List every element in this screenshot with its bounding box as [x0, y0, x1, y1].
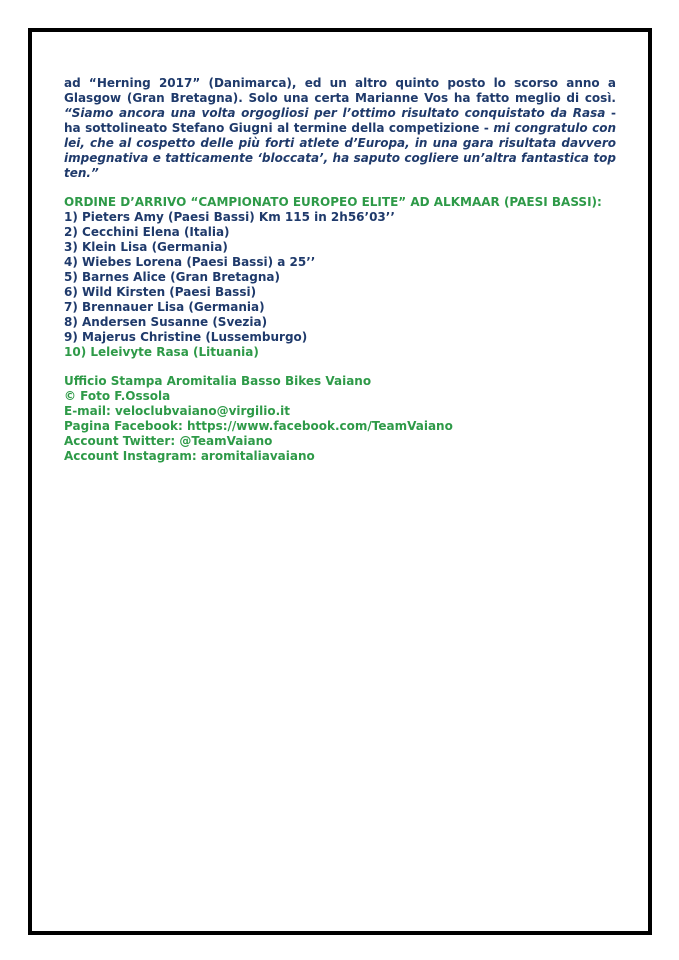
- photo-credit: © Foto F.Ossola: [64, 389, 171, 403]
- result-entry: 6) Wild Kirsten (Paesi Bassi): [64, 285, 257, 299]
- result-entry: 8) Andersen Susanne (Svezia): [64, 315, 268, 329]
- result-entry: 7) Brennauer Lisa (Germania): [64, 300, 265, 314]
- article-paragraph: [64, 76, 616, 181]
- contacts-block: [64, 374, 616, 464]
- paragraph-quote: “Siamo ancora una volta orgogliosi per l’ottimo risultato conquistato da Rasa: [64, 106, 606, 120]
- result-entry: 2) Cecchini Elena (Italia): [64, 225, 230, 239]
- facebook-line: Pagina Facebook: https://www.facebook.com/TeamVaiano: [64, 419, 453, 433]
- press-office: Ufficio Stampa Aromitalia Basso Bikes Vaiano: [64, 374, 372, 388]
- result-entry: 3) Klein Lisa (Germania): [64, 240, 228, 254]
- result-entry: 4) Wiebes Lorena (Paesi Bassi) a 25’’: [64, 255, 316, 269]
- paragraph-text: ad “Herning 2017” (Danimarca), ed un altro quinto posto lo scorso anno a Glasgow (Gran Bretagna). Solo una certa Marianne Vos ha fatto meglio di così.: [64, 76, 616, 105]
- email-line: E-mail: veloclubvaiano@virgilio.it: [64, 404, 291, 418]
- result-entry-highlighted: 10) Leleivyte Rasa (Lituania): [64, 345, 259, 359]
- paragraph-quote: mi congratulo con lei, che al cospetto delle più forti atlete d’Europa, in una gara risultata davvero impegnativa e tatticamente ‘bloccata’, ha saputo cogliere un’altra fantastica top ten.”: [64, 121, 616, 180]
- results-list: [64, 210, 616, 360]
- instagram-line: Account Instagram: aromitaliavaiano: [64, 449, 315, 463]
- twitter-line: Account Twitter: @TeamVaiano: [64, 434, 273, 448]
- result-entry: 5) Barnes Alice (Gran Bretagna): [64, 270, 280, 284]
- result-entry: 1) Pieters Amy (Paesi Bassi) Km 115 in 2h56’03’’: [64, 210, 395, 224]
- results-title: ORDINE D’ARRIVO “CAMPIONATO EUROPEO ELITE” AD ALKMAAR (PAESI BASSI):: [64, 195, 602, 209]
- result-entry: 9) Majerus Christine (Lussemburgo): [64, 330, 308, 344]
- document-body: [64, 76, 616, 464]
- paragraph-text: - ha sottolineato Stefano Giugni al termine della competizione -: [64, 106, 616, 135]
